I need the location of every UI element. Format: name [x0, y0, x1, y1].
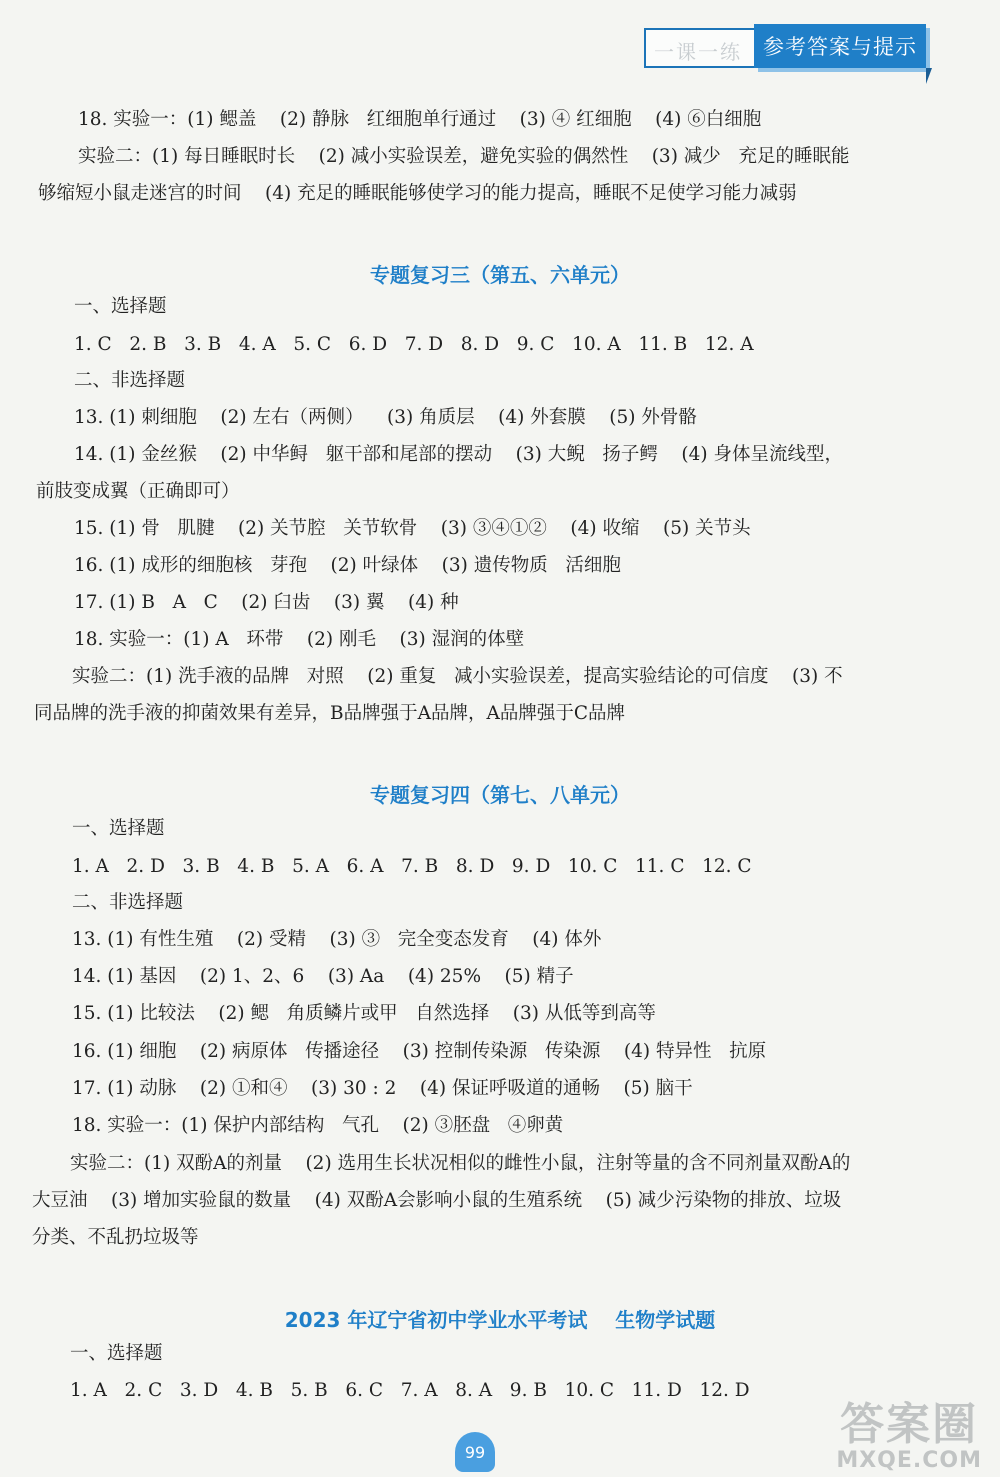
- s3-nonchoice-heading: 二、非选择题: [72, 892, 184, 913]
- header-decor-box: [644, 28, 758, 68]
- s3-q14: 14. (1) 基因 (2) 1、2、6 (3) Aa (4) 25% (5) 精子: [72, 966, 574, 987]
- s2-q13: 13. (1) 刺细胞 (2) 左右（两侧） (3) 角质层 (4) 外套膜 (5) 外骨骼: [74, 407, 697, 428]
- s3-choice-answers: 1. A 2. D 3. B 4. B 5. A 6. A 7. B 8. D 9. D 10. C 11. C 12. C: [72, 856, 752, 877]
- s1-q18-line2: 实验二：(1) 每日睡眠时长 (2) 减小实验误差，避免实验的偶然性 (3) 减少 充足的睡眠能: [78, 146, 850, 167]
- s4-choice-heading: 一、选择题: [70, 1343, 163, 1364]
- s1-q18-line3: 够缩短小鼠走迷宫的时间 (4) 充足的睡眠能够使学习的能力提高，睡眠不足使学习能力减弱: [38, 183, 797, 204]
- s4-choice-answers: 1. A 2. C 3. D 4. B 5. B 6. C 7. A 8. A 9. B 10. C 11. D 12. D: [70, 1380, 750, 1401]
- header-box-text: 一课一练: [654, 40, 742, 64]
- s2-nonchoice-heading: 二、非选择题: [74, 370, 186, 391]
- s3-q18d: 分类、不乱扔垃圾等: [32, 1227, 199, 1248]
- s3-q18a: 18. 实验一：(1) 保护内部结构 气孔 (2) ③胚盘 ④卵黄: [72, 1115, 564, 1136]
- s2-q17: 17. (1) B A C (2) 臼齿 (3) 翼 (4) 种: [74, 592, 459, 613]
- s3-q18b: 实验二：(1) 双酚A的剂量 (2) 选用生长状况相似的雌性小鼠，注射等量的含不同剂量双酚A的: [70, 1153, 851, 1174]
- s2-q14a: 14. (1) 金丝猴 (2) 中华鲟 躯干部和尾部的摆动 (3) 大鲵 扬子鳄 (4) 身体呈流线型，: [74, 444, 843, 465]
- s2-q18a: 18. 实验一：(1) A 环带 (2) 刚毛 (3) 湿润的体壁: [74, 629, 525, 650]
- s2-choice-answers: 1. C 2. B 3. B 4. A 5. C 6. D 7. D 8. D 9. C 10. A 11. B 12. A: [74, 334, 754, 355]
- s3-choice-heading: 一、选择题: [72, 818, 165, 839]
- s3-q13: 13. (1) 有性生殖 (2) 受精 (3) ③ 完全变态发育 (4) 体外: [72, 929, 602, 950]
- s3-q17: 17. (1) 动脉 (2) ①和④ (3) 30 : 2 (4) 保证呼吸道的通畅 (5) 脑干: [72, 1078, 693, 1099]
- watermark-top-text: 答案圈: [840, 1399, 979, 1450]
- s2-choice-heading: 一、选择题: [74, 296, 167, 317]
- watermark-bottom-text: MXQE.COM: [836, 1448, 982, 1473]
- watermark-logo: [836, 1388, 982, 1473]
- s2-q16: 16. (1) 成形的细胞核 芽孢 (2) 叶绿体 (3) 遗传物质 活细胞: [74, 555, 621, 576]
- page-number: 99: [455, 1432, 495, 1472]
- s3-q15: 15. (1) 比较法 (2) 鳃 角质鳞片或甲 自然选择 (3) 从低等到高等: [72, 1003, 656, 1024]
- section-title-review3: 专题复习三（第五、六单元）: [370, 263, 630, 287]
- s2-q14b: 前肢变成翼（正确即可）: [36, 481, 240, 502]
- s1-q18-line1: 18. 实验一：(1) 鳃盖 (2) 静脉 红细胞单行通过 (3) ④ 红细胞 (4) ⑥白细胞: [78, 109, 762, 130]
- section-title-exam-2023: 2023 年辽宁省初中学业水平考试 生物学试题: [284, 1308, 716, 1332]
- s3-q18c: 大豆油 (3) 增加实验鼠的数量 (4) 双酚A会影响小鼠的生殖系统 (5) 减少污染物的排放、垃圾: [32, 1190, 842, 1211]
- header-tab: 参考答案与提示: [754, 24, 926, 68]
- s2-q18b: 实验二：(1) 洗手液的品牌 对照 (2) 重复 减小实验误差，提高实验结论的可信度 (3) 不: [72, 666, 843, 687]
- section-title-review4: 专题复习四（第七、八单元）: [370, 783, 630, 807]
- s2-q15: 15. (1) 骨 肌腱 (2) 关节腔 关节软骨 (3) ③④①② (4) 收缩 (5) 关节头: [74, 518, 751, 539]
- s3-q16: 16. (1) 细胞 (2) 病原体 传播途径 (3) 控制传染源 传染源 (4) 特异性 抗原: [72, 1041, 767, 1062]
- s2-q18c: 同品牌的洗手液的抑菌效果有差异，B品牌强于A品牌，A品牌强于C品牌: [34, 703, 625, 724]
